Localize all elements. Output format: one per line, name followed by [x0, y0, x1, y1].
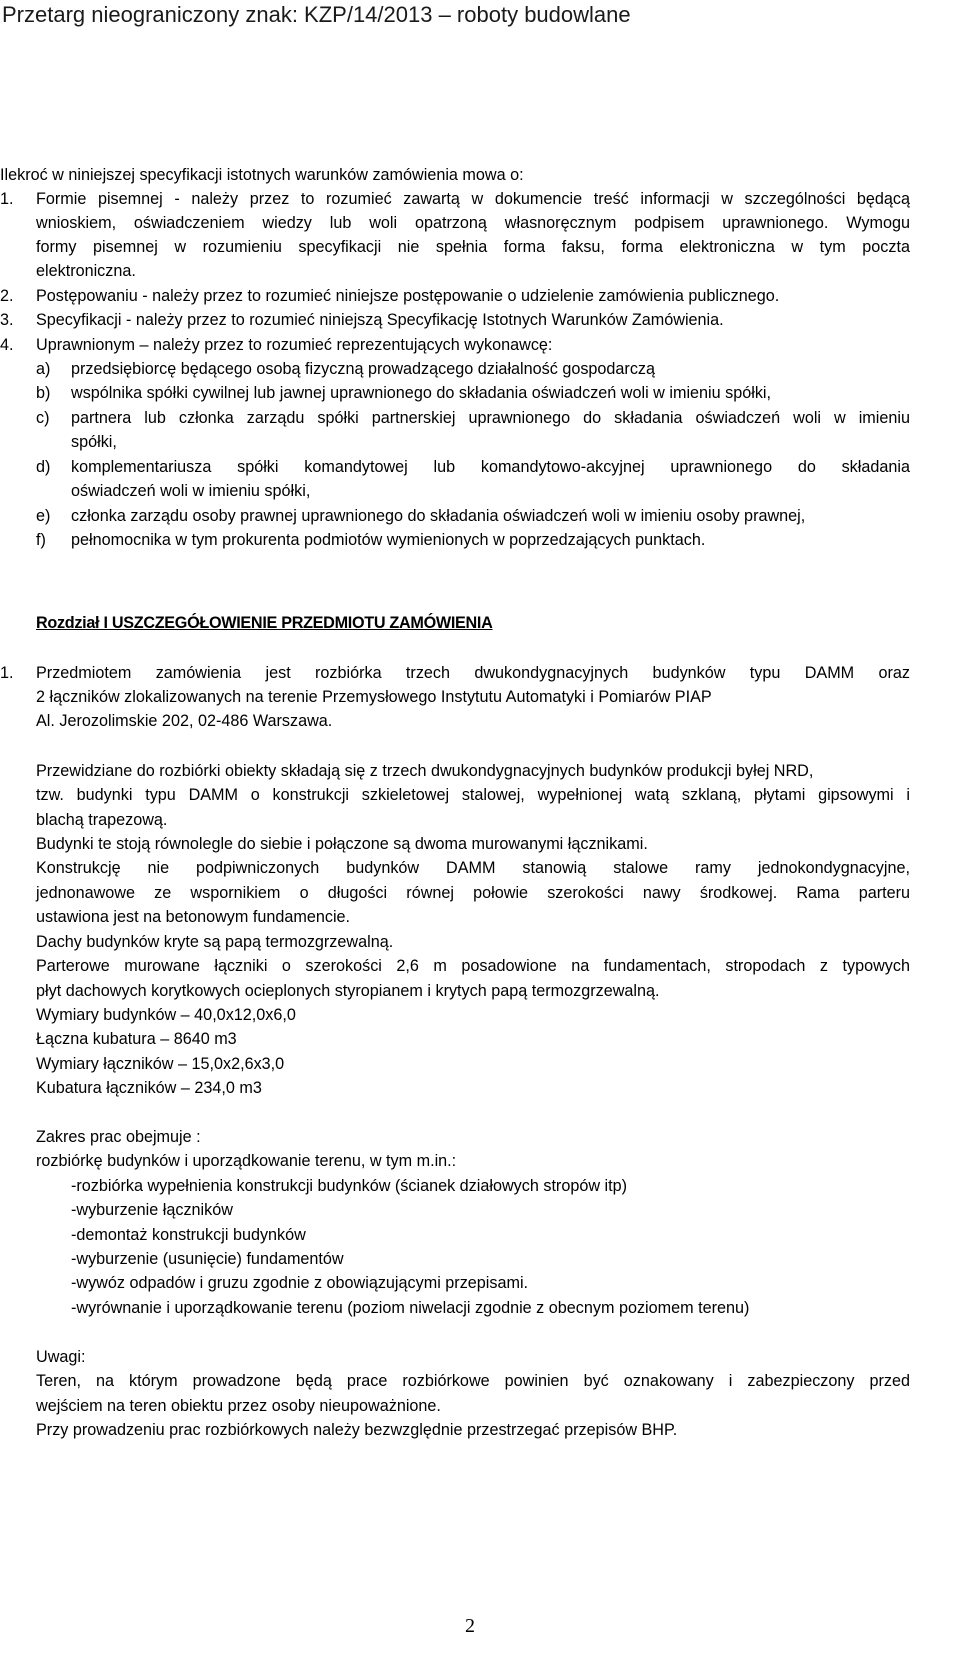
- description-line: ustawiona jest na betonowym fundamencie.: [36, 908, 351, 926]
- description-line: Przewidziane do rozbiórki obiekty składają się z trzech dwukondygnacyjnych budynków produkcji byłej NRD,: [36, 762, 814, 780]
- remarks-line: Przy prowadzeniu prac rozbiórkowych należy bezwzględnie przestrzegać przepisów BHP.: [36, 1421, 678, 1439]
- item-line: Przedmiotem zamówienia jest rozbiórka trzech dwukondygnacyjnych budynków typu DAMM oraz: [36, 664, 910, 682]
- scope-item: -wywóz odpadów i gruzu zgodnie z obowiązującymi przepisami.: [71, 1274, 529, 1292]
- item-number: 1.: [0, 664, 14, 682]
- remarks-title: Uwagi:: [36, 1348, 86, 1366]
- definition-line: Formie pisemnej - należy przez to rozumieć zawartą w dokumencie treść informacji w szczególności będącą: [36, 190, 910, 208]
- scope-item: -demontaż konstrukcji budynków: [71, 1226, 306, 1244]
- definition-line: formy pisemnej w rozumieniu specyfikacji nie spełnia forma faksu, forma elektroniczna w tym poczta: [36, 238, 910, 256]
- description-line: Wymiary łączników – 15,0x2,6x3,0: [36, 1055, 285, 1073]
- definition-number: 1.: [0, 190, 14, 208]
- description-line: Dachy budynków kryte są papą termozgrzewalną.: [36, 933, 394, 951]
- description-line: Budynki te stoją równolegle do siebie i połączone są dwoma murowanymi łącznikami.: [36, 835, 648, 853]
- definition-number: 2.: [0, 287, 14, 305]
- definition-line: Specyfikacji - należy przez to rozumieć niniejszą Specyfikację Istotnych Warunków Zamówienia.: [36, 311, 724, 329]
- scope-item: -wyrównanie i uporządkowanie terenu (poziom niwelacji zgodnie z obecnym poziomem terenu): [71, 1299, 750, 1317]
- description-line: Wymiary budynków – 40,0x12,0x6,0: [36, 1006, 296, 1024]
- description-line: blachą trapezową.: [36, 811, 168, 829]
- description-line: płyt dachowych korytkowych ocieplonych styropianem i krytych papą termozgrzewalną.: [36, 982, 660, 1000]
- definition-line: Uprawnionym – należy przez to rozumieć reprezentujących wykonawcę:: [36, 336, 553, 354]
- subitem-letter: c): [36, 409, 50, 427]
- scope-item: -rozbiórka wypełnienia konstrukcji budynków (ścianek działowych stropów itp): [71, 1177, 628, 1195]
- definition-line: Postępowaniu - należy przez to rozumieć niniejsze postępowanie o udzielenie zamówienia publicznego.: [36, 287, 780, 305]
- description-line: Parterowe murowane łączniki o szerokości 2,6 m posadowione na fundamentach, stropodach z typowych: [36, 957, 910, 975]
- description-line: Kubatura łączników – 234,0 m3: [36, 1079, 262, 1097]
- remarks-line: wejściem na teren obiektu przez osoby nieupoważnione.: [36, 1397, 441, 1415]
- subitem-letter: f): [36, 531, 46, 549]
- scope-intro: rozbiórkę budynków i uporządkowanie terenu, w tym m.in.:: [36, 1152, 457, 1170]
- subitem-line: komplementariusza spółki komandytowej lub komandytowo-akcyjnej uprawnionego do składania: [71, 458, 910, 476]
- intro-text: Ilekroć w niniejszej specyfikacji istotnych warunków zamówienia mowa o:: [0, 166, 524, 184]
- definition-line: elektroniczna.: [36, 262, 136, 280]
- subitem-letter: d): [36, 458, 51, 476]
- definition-line: wnioskiem, oświadczeniem wiedzy lub woli opatrzoną własnoręcznym podpisem uprawnionego. Wymogu: [36, 214, 910, 232]
- scope-item: -wyburzenie (usunięcie) fundamentów: [71, 1250, 344, 1268]
- definition-number: 4.: [0, 336, 14, 354]
- description-line: tzw. budynki typu DAMM o konstrukcji szkieletowej stalowej, wypełnionej watą szklaną, płytami gipsowymi i: [36, 786, 910, 804]
- subitem-line: pełnomocnika w tym prokurenta podmiotów wymienionych w poprzedzających punktach.: [71, 531, 706, 549]
- item-line: Al. Jerozolimskie 202, 02-486 Warszawa.: [36, 712, 333, 730]
- subitem-letter: a): [36, 360, 51, 378]
- subitem-line: partnera lub członka zarządu spółki partnerskiej uprawnionego do składania oświadczeń woli w imieniu: [71, 409, 910, 427]
- description-line: Konstrukcję nie podpiwniczonych budynków DAMM stanowią stalowe ramy jednokondygnacyjne,: [36, 859, 910, 877]
- item-line: 2 łączników zlokalizowanych na terenie Przemysłowego Instytutu Automatyki i Pomiarów PIAP: [36, 688, 712, 706]
- chapter-heading: Rozdział I USZCZEGÓŁOWIENIE PRZEDMIOTU ZAMÓWIENIA: [36, 614, 493, 632]
- definition-number: 3.: [0, 311, 14, 329]
- subitem-letter: b): [36, 384, 51, 402]
- subitem-line: oświadczeń woli w imieniu spółki,: [71, 482, 311, 500]
- scope-title: Zakres prac obejmuje :: [36, 1128, 201, 1146]
- subitem-letter: e): [36, 507, 51, 525]
- subitem-line: przedsiębiorcę będącego osobą fizyczną prowadzącego działalność gospodarczą: [71, 360, 656, 378]
- page-header-title: Przetarg nieograniczony znak: KZP/14/2013 – roboty budowlane: [2, 2, 631, 27]
- page-number: 2: [465, 1615, 475, 1637]
- subitem-line: wspólnika spółki cywilnej lub jawnej uprawnionego do składania oświadczeń woli w imieniu spółki,: [71, 384, 772, 402]
- description-line: Łączna kubatura – 8640 m3: [36, 1030, 237, 1048]
- description-line: jednonawowe ze wspornikiem o długości równej połowie szerokości nawy środkowej. Rama parteru: [36, 884, 910, 902]
- subitem-line: spółki,: [71, 433, 117, 451]
- remarks-line: Teren, na którym prowadzone będą prace rozbiórkowe powinien być oznakowany i zabezpieczony przed: [36, 1372, 910, 1390]
- subitem-line: członka zarządu osoby prawnej uprawnionego do składania oświadczeń woli w imieniu osoby prawnej,: [71, 507, 806, 525]
- scope-item: -wyburzenie łączników: [71, 1201, 233, 1219]
